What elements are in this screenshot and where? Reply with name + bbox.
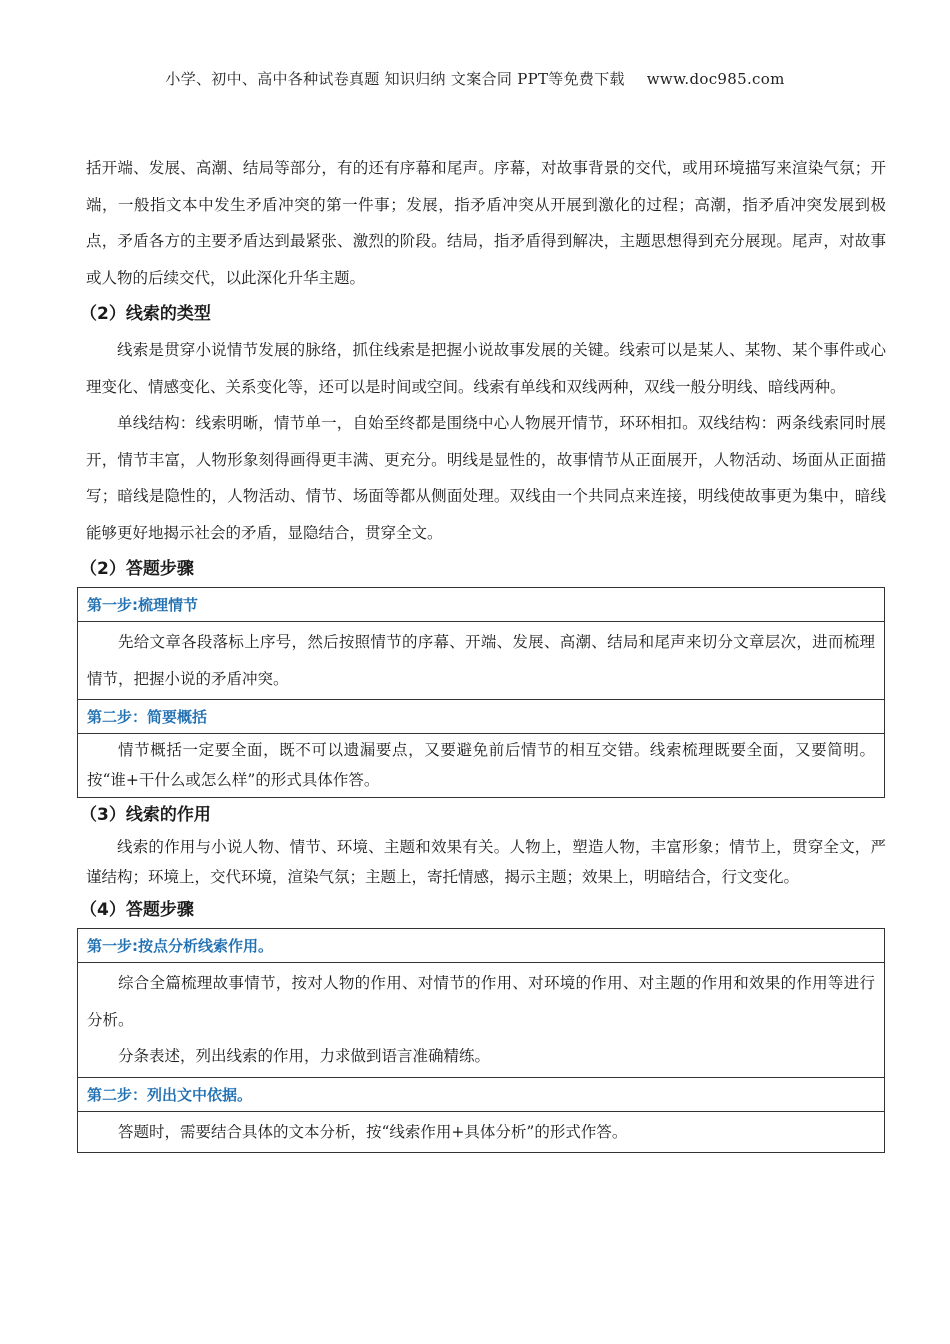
document-body: [80, 150, 886, 1153]
intro-paragraph: 括开端、发展、高潮、结局等部分，有的还有序幕和尾声。序幕，对故事背景的交代，或用环境描写来渲染气氛；开端，一般指文本中发生矛盾冲突的第一件事；发展，指矛盾冲突从开展到激化的过程；高潮，指矛盾冲突发展到极点，矛盾各方的主要矛盾达到最紧张、激烈的阶段。结局，指矛盾得到解决，主题思想得到充分展现。尾声，对故事或人物的后续交代，以此深化升华主题。: [86, 159, 886, 287]
page-header: [0, 68, 950, 89]
header-text: 小学、初中、高中各种试卷真题 知识归纳 文案合同 PPT等免费下载: [165, 70, 625, 88]
steps-b-step1-text-2: 分条表述，列出线索的作用，力求做到语言准确精练。: [118, 1047, 491, 1065]
steps-a-step2-title: 第二步：简要概括: [78, 700, 885, 734]
steps-b-step2-title: 第二步：列出文中依据。: [78, 1077, 885, 1111]
section-heading-clue-function: （3）线索的作用: [80, 805, 211, 825]
section-heading-steps-b: （4）答题步骤: [80, 900, 194, 920]
steps-b-step1-body: [78, 963, 885, 1078]
steps-b-table: [77, 928, 885, 1153]
steps-a-step1-body: [78, 622, 885, 700]
clue-function-paragraph: 线索的作用与小说人物、情节、环境、主题和效果有关。人物上，塑造人物，丰富形象；情节上，贯穿全文，严谨结构；环境上，交代环境，渲染气氛；主题上，寄托情感，揭示主题；效果上，明暗结合，行文变化。: [86, 838, 886, 886]
steps-b-step1-title: 第一步:按点分析线索作用。: [78, 929, 885, 963]
steps-b-step2-text: 答题时，需要结合具体的文本分析，按“线索作用+具体分析”的形式作答。: [118, 1122, 628, 1141]
steps-a-step1-title: 第一步:梳理情节: [78, 588, 885, 622]
section-heading-steps-a: （2）答题步骤: [80, 559, 194, 579]
steps-b-step2-body: [78, 1111, 885, 1153]
steps-a-table: [77, 587, 885, 798]
steps-b-step1-text-1: 综合全篇梳理故事情节，按对人物的作用、对情节的作用、对环境的作用、对主题的作用和效果的作用等进行分析。: [87, 974, 875, 1029]
clue-types-paragraph-2: 单线结构：线索明晰，情节单一，自始至终都是围绕中心人物展开情节，环环相扣。双线结构：两条线索同时展开，情节丰富，人物形象刻得画得更丰满、更充分。明线是显性的，故事情节从正面展开，人物活动、场面从正面描写；暗线是隐性的，人物活动、情节、场面等都从侧面处理。双线由一个共同点来连接，明线使故事更为集中，暗线能够更好地揭示社会的矛盾，显隐结合，贯穿全文。: [86, 414, 886, 542]
steps-a-step2-text: 情节概括一定要全面，既不可以遗漏要点，又要避免前后情节的相互交错。线索梳理既要全面，又要简明。按“谁+干什么或怎么样”的形式具体作答。: [87, 741, 875, 789]
section-heading-clue-types: （2）线索的类型: [80, 304, 211, 324]
clue-types-paragraph-1: 线索是贯穿小说情节发展的脉络，抓住线索是把握小说故事发展的关键。线索可以是某人、某物、某个事件或心理变化、情感变化、关系变化等，还可以是时间或空间。线索有单线和双线两种，双线一般分明线、暗线两种。: [86, 341, 886, 396]
steps-a-step1-text: 先给文章各段落标上序号，然后按照情节的序幕、开端、发展、高潮、结局和尾声来切分文章层次，进而梳理情节，把握小说的矛盾冲突。: [87, 633, 875, 688]
header-url[interactable]: www.doc985.com: [646, 70, 785, 88]
steps-a-step2-body: [78, 734, 885, 798]
